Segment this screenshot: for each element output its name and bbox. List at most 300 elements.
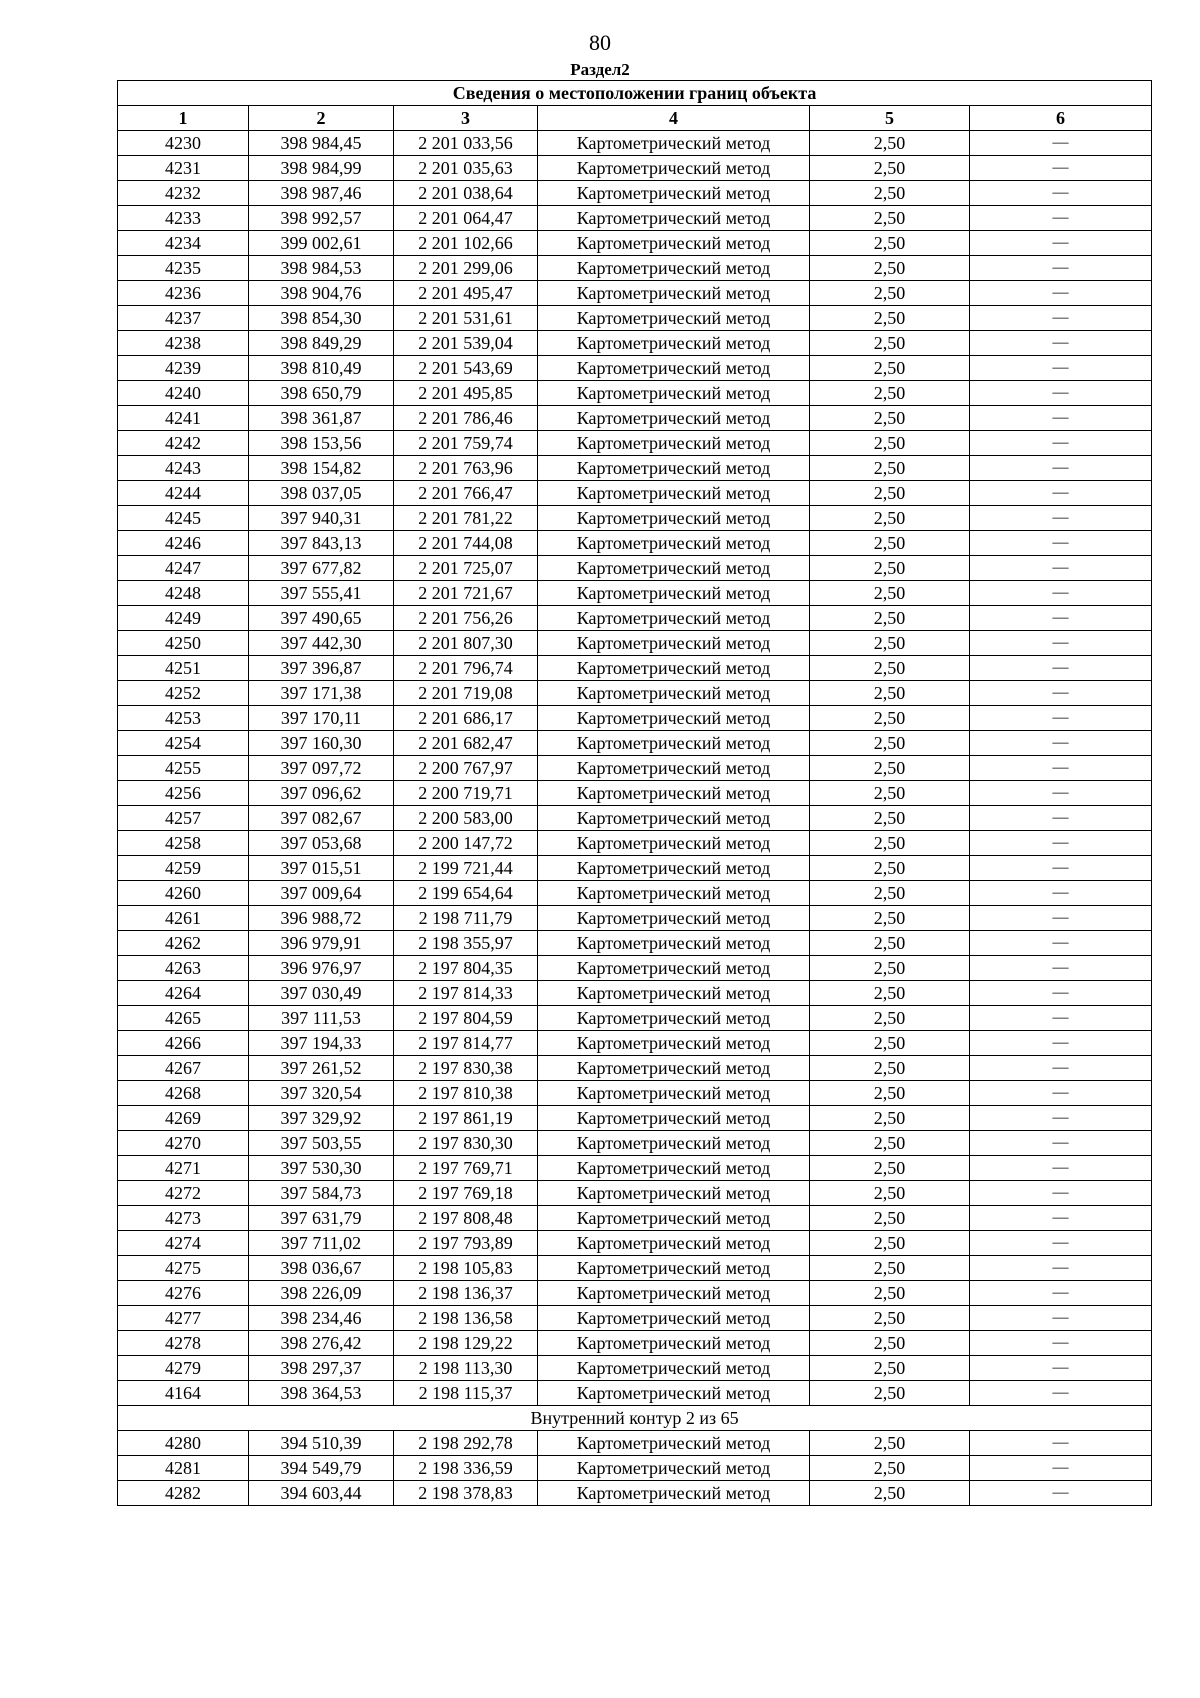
table-row	[118, 1256, 1152, 1281]
accuracy-cell: 2,50	[810, 156, 970, 181]
table-row	[118, 1231, 1152, 1256]
accuracy-cell: 2,50	[810, 281, 970, 306]
table-body	[118, 131, 1152, 1506]
note-cell: —	[970, 1331, 1152, 1356]
method-cell: Картометрический метод	[538, 1131, 810, 1156]
table-caption: Сведения о местоположении границ объекта	[118, 81, 1152, 106]
x-coordinate-cell: 397 555,41	[249, 581, 394, 606]
note-cell: —	[970, 631, 1152, 656]
x-coordinate-cell: 398 226,09	[249, 1281, 394, 1306]
y-coordinate-cell: 2 201 299,06	[394, 256, 538, 281]
point-number-cell: 4264	[118, 981, 249, 1006]
note-cell: —	[970, 1006, 1152, 1031]
point-number-cell: 4246	[118, 531, 249, 556]
y-coordinate-cell: 2 201 725,07	[394, 556, 538, 581]
table-row	[118, 381, 1152, 406]
y-coordinate-cell: 2 201 786,46	[394, 406, 538, 431]
note-cell: —	[970, 1181, 1152, 1206]
table-row	[118, 356, 1152, 381]
point-number-cell: 4281	[118, 1456, 249, 1481]
note-cell: —	[970, 1081, 1152, 1106]
point-number-cell: 4280	[118, 1431, 249, 1456]
point-number-cell: 4238	[118, 331, 249, 356]
note-cell: —	[970, 1056, 1152, 1081]
accuracy-cell: 2,50	[810, 1006, 970, 1031]
y-coordinate-cell: 2 197 793,89	[394, 1231, 538, 1256]
x-coordinate-cell: 394 549,79	[249, 1456, 394, 1481]
y-coordinate-cell: 2 198 355,97	[394, 931, 538, 956]
x-coordinate-cell: 397 396,87	[249, 656, 394, 681]
note-cell: —	[970, 731, 1152, 756]
method-cell: Картометрический метод	[538, 1456, 810, 1481]
table-row	[118, 256, 1152, 281]
y-coordinate-cell: 2 197 769,18	[394, 1181, 538, 1206]
y-coordinate-cell: 2 197 830,30	[394, 1131, 538, 1156]
accuracy-cell: 2,50	[810, 306, 970, 331]
method-cell: Картометрический метод	[538, 356, 810, 381]
point-number-cell: 4262	[118, 931, 249, 956]
accuracy-cell: 2,50	[810, 231, 970, 256]
x-coordinate-cell: 397 711,02	[249, 1231, 394, 1256]
y-coordinate-cell: 2 198 115,37	[394, 1381, 538, 1406]
x-coordinate-cell: 397 261,52	[249, 1056, 394, 1081]
method-cell: Картометрический метод	[538, 756, 810, 781]
accuracy-cell: 2,50	[810, 356, 970, 381]
x-coordinate-cell: 398 810,49	[249, 356, 394, 381]
point-number-cell: 4265	[118, 1006, 249, 1031]
table-row	[118, 1356, 1152, 1381]
y-coordinate-cell: 2 201 539,04	[394, 331, 538, 356]
y-coordinate-cell: 2 197 804,35	[394, 956, 538, 981]
note-cell: —	[970, 1456, 1152, 1481]
method-cell: Картометрический метод	[538, 1481, 810, 1506]
x-coordinate-cell: 397 940,31	[249, 506, 394, 531]
x-coordinate-cell: 397 442,30	[249, 631, 394, 656]
method-cell: Картометрический метод	[538, 181, 810, 206]
note-cell: —	[970, 156, 1152, 181]
x-coordinate-cell: 399 002,61	[249, 231, 394, 256]
point-number-cell: 4273	[118, 1206, 249, 1231]
y-coordinate-cell: 2 201 682,47	[394, 731, 538, 756]
accuracy-cell: 2,50	[810, 831, 970, 856]
method-cell: Картометрический метод	[538, 481, 810, 506]
point-number-cell: 4271	[118, 1156, 249, 1181]
point-number-cell: 4266	[118, 1031, 249, 1056]
y-coordinate-cell: 2 200 767,97	[394, 756, 538, 781]
y-coordinate-cell: 2 201 719,08	[394, 681, 538, 706]
table-row	[118, 706, 1152, 731]
x-coordinate-cell: 398 992,57	[249, 206, 394, 231]
table-row	[118, 1331, 1152, 1356]
note-cell: —	[970, 456, 1152, 481]
accuracy-cell: 2,50	[810, 781, 970, 806]
accuracy-cell: 2,50	[810, 181, 970, 206]
x-coordinate-cell: 397 160,30	[249, 731, 394, 756]
note-cell: —	[970, 331, 1152, 356]
method-cell: Картометрический метод	[538, 606, 810, 631]
note-cell: —	[970, 881, 1152, 906]
accuracy-cell: 2,50	[810, 681, 970, 706]
y-coordinate-cell: 2 199 654,64	[394, 881, 538, 906]
accuracy-cell: 2,50	[810, 706, 970, 731]
accuracy-cell: 2,50	[810, 1206, 970, 1231]
table-row	[118, 1381, 1152, 1406]
method-cell: Картометрический метод	[538, 931, 810, 956]
x-coordinate-cell: 398 984,99	[249, 156, 394, 181]
point-number-cell: 4249	[118, 606, 249, 631]
method-cell: Картометрический метод	[538, 881, 810, 906]
accuracy-cell: 2,50	[810, 1356, 970, 1381]
accuracy-cell: 2,50	[810, 806, 970, 831]
point-number-cell: 4164	[118, 1381, 249, 1406]
table-head	[118, 81, 1152, 131]
point-number-cell: 4236	[118, 281, 249, 306]
y-coordinate-cell: 2 201 035,63	[394, 156, 538, 181]
x-coordinate-cell: 397 097,72	[249, 756, 394, 781]
table-row	[118, 431, 1152, 456]
accuracy-cell: 2,50	[810, 206, 970, 231]
method-cell: Картометрический метод	[538, 681, 810, 706]
accuracy-cell: 2,50	[810, 1081, 970, 1106]
x-coordinate-cell: 398 276,42	[249, 1331, 394, 1356]
accuracy-cell: 2,50	[810, 1431, 970, 1456]
table-row	[118, 1031, 1152, 1056]
note-cell: —	[970, 931, 1152, 956]
x-coordinate-cell: 398 037,05	[249, 481, 394, 506]
point-number-cell: 4282	[118, 1481, 249, 1506]
point-number-cell: 4258	[118, 831, 249, 856]
method-cell: Картометрический метод	[538, 381, 810, 406]
note-cell: —	[970, 831, 1152, 856]
y-coordinate-cell: 2 201 033,56	[394, 131, 538, 156]
point-number-cell: 4263	[118, 956, 249, 981]
method-cell: Картометрический метод	[538, 1356, 810, 1381]
y-coordinate-cell: 2 201 686,17	[394, 706, 538, 731]
note-cell: —	[970, 981, 1152, 1006]
point-number-cell: 4279	[118, 1356, 249, 1381]
point-number-cell: 4270	[118, 1131, 249, 1156]
point-number-cell: 4253	[118, 706, 249, 731]
table-row	[118, 1106, 1152, 1131]
method-cell: Картометрический метод	[538, 1231, 810, 1256]
point-number-cell: 4232	[118, 181, 249, 206]
y-coordinate-cell: 2 197 861,19	[394, 1106, 538, 1131]
point-number-cell: 4243	[118, 456, 249, 481]
note-cell: —	[970, 706, 1152, 731]
method-cell: Картометрический метод	[538, 1256, 810, 1281]
point-number-cell: 4245	[118, 506, 249, 531]
point-number-cell: 4248	[118, 581, 249, 606]
y-coordinate-cell: 2 200 147,72	[394, 831, 538, 856]
point-number-cell: 4241	[118, 406, 249, 431]
accuracy-cell: 2,50	[810, 556, 970, 581]
x-coordinate-cell: 397 530,30	[249, 1156, 394, 1181]
point-number-cell: 4260	[118, 881, 249, 906]
note-cell: —	[970, 506, 1152, 531]
point-number-cell: 4231	[118, 156, 249, 181]
y-coordinate-cell: 2 197 810,38	[394, 1081, 538, 1106]
y-coordinate-cell: 2 197 769,71	[394, 1156, 538, 1181]
note-cell: —	[970, 431, 1152, 456]
point-number-cell: 4272	[118, 1181, 249, 1206]
table-row	[118, 481, 1152, 506]
y-coordinate-cell: 2 201 495,47	[394, 281, 538, 306]
method-cell: Картометрический метод	[538, 156, 810, 181]
x-coordinate-cell: 398 361,87	[249, 406, 394, 431]
x-coordinate-cell: 398 234,46	[249, 1306, 394, 1331]
note-cell: —	[970, 1431, 1152, 1456]
x-coordinate-cell: 398 297,37	[249, 1356, 394, 1381]
table-row	[118, 306, 1152, 331]
point-number-cell: 4257	[118, 806, 249, 831]
x-coordinate-cell: 397 111,53	[249, 1006, 394, 1031]
x-coordinate-cell: 398 650,79	[249, 381, 394, 406]
x-coordinate-cell: 397 082,67	[249, 806, 394, 831]
method-cell: Картометрический метод	[538, 231, 810, 256]
accuracy-cell: 2,50	[810, 1181, 970, 1206]
column-header: 1	[118, 106, 249, 131]
y-coordinate-cell: 2 198 711,79	[394, 906, 538, 931]
table-row	[118, 1156, 1152, 1181]
accuracy-cell: 2,50	[810, 606, 970, 631]
note-cell: —	[970, 231, 1152, 256]
table-row	[118, 681, 1152, 706]
point-number-cell: 4276	[118, 1281, 249, 1306]
accuracy-cell: 2,50	[810, 256, 970, 281]
accuracy-cell: 2,50	[810, 756, 970, 781]
table-row	[118, 456, 1152, 481]
x-coordinate-cell: 397 053,68	[249, 831, 394, 856]
point-number-cell: 4242	[118, 431, 249, 456]
note-cell: —	[970, 656, 1152, 681]
point-number-cell: 4267	[118, 1056, 249, 1081]
column-header-row	[118, 106, 1152, 131]
x-coordinate-cell: 397 171,38	[249, 681, 394, 706]
method-cell: Картометрический метод	[538, 1031, 810, 1056]
method-cell: Картометрический метод	[538, 1156, 810, 1181]
note-cell: —	[970, 1481, 1152, 1506]
y-coordinate-cell: 2 198 378,83	[394, 1481, 538, 1506]
accuracy-cell: 2,50	[810, 1156, 970, 1181]
x-coordinate-cell: 397 030,49	[249, 981, 394, 1006]
method-cell: Картометрический метод	[538, 506, 810, 531]
column-header: 3	[394, 106, 538, 131]
x-coordinate-cell: 396 988,72	[249, 906, 394, 931]
note-cell: —	[970, 481, 1152, 506]
point-number-cell: 4261	[118, 906, 249, 931]
note-cell: —	[970, 1306, 1152, 1331]
x-coordinate-cell: 398 904,76	[249, 281, 394, 306]
method-cell: Картометрический метод	[538, 1181, 810, 1206]
accuracy-cell: 2,50	[810, 656, 970, 681]
x-coordinate-cell: 397 194,33	[249, 1031, 394, 1056]
table-row	[118, 1081, 1152, 1106]
table-row	[118, 731, 1152, 756]
method-cell: Картометрический метод	[538, 906, 810, 931]
x-coordinate-cell: 396 979,91	[249, 931, 394, 956]
point-number-cell: 4234	[118, 231, 249, 256]
method-cell: Картометрический метод	[538, 281, 810, 306]
table-row	[118, 281, 1152, 306]
table-row	[118, 881, 1152, 906]
y-coordinate-cell: 2 201 781,22	[394, 506, 538, 531]
method-cell: Картометрический метод	[538, 1206, 810, 1231]
table-row	[118, 581, 1152, 606]
x-coordinate-cell: 397 329,92	[249, 1106, 394, 1131]
method-cell: Картометрический метод	[538, 856, 810, 881]
point-number-cell: 4230	[118, 131, 249, 156]
table-row	[118, 781, 1152, 806]
note-cell: —	[970, 531, 1152, 556]
accuracy-cell: 2,50	[810, 731, 970, 756]
x-coordinate-cell: 398 987,46	[249, 181, 394, 206]
table-row	[118, 231, 1152, 256]
x-coordinate-cell: 398 036,67	[249, 1256, 394, 1281]
table-row	[118, 806, 1152, 831]
x-coordinate-cell: 394 603,44	[249, 1481, 394, 1506]
table-row	[118, 656, 1152, 681]
y-coordinate-cell: 2 201 756,26	[394, 606, 538, 631]
x-coordinate-cell: 397 843,13	[249, 531, 394, 556]
table-row	[118, 1431, 1152, 1456]
note-cell: —	[970, 1381, 1152, 1406]
table-row	[118, 1281, 1152, 1306]
method-cell: Картометрический метод	[538, 456, 810, 481]
y-coordinate-cell: 2 201 763,96	[394, 456, 538, 481]
accuracy-cell: 2,50	[810, 631, 970, 656]
table-row	[118, 931, 1152, 956]
method-cell: Картометрический метод	[538, 531, 810, 556]
table-row	[118, 506, 1152, 531]
note-cell: —	[970, 856, 1152, 881]
table-row	[118, 556, 1152, 581]
note-cell: —	[970, 1106, 1152, 1131]
note-cell: —	[970, 956, 1152, 981]
y-coordinate-cell: 2 200 583,00	[394, 806, 538, 831]
method-cell: Картометрический метод	[538, 1331, 810, 1356]
note-cell: —	[970, 756, 1152, 781]
note-cell: —	[970, 256, 1152, 281]
table-row	[118, 156, 1152, 181]
y-coordinate-cell: 2 197 808,48	[394, 1206, 538, 1231]
accuracy-cell: 2,50	[810, 981, 970, 1006]
y-coordinate-cell: 2 198 136,58	[394, 1306, 538, 1331]
subheader-row	[118, 1406, 1152, 1431]
accuracy-cell: 2,50	[810, 131, 970, 156]
x-coordinate-cell: 397 490,65	[249, 606, 394, 631]
point-number-cell: 4278	[118, 1331, 249, 1356]
x-coordinate-cell: 398 984,45	[249, 131, 394, 156]
point-number-cell: 4274	[118, 1231, 249, 1256]
x-coordinate-cell: 398 154,82	[249, 456, 394, 481]
point-number-cell: 4244	[118, 481, 249, 506]
accuracy-cell: 2,50	[810, 431, 970, 456]
note-cell: —	[970, 1256, 1152, 1281]
note-cell: —	[970, 1231, 1152, 1256]
method-cell: Картометрический метод	[538, 981, 810, 1006]
method-cell: Картометрический метод	[538, 406, 810, 431]
y-coordinate-cell: 2 199 721,44	[394, 856, 538, 881]
method-cell: Картометрический метод	[538, 1381, 810, 1406]
table-row	[118, 181, 1152, 206]
coordinates-table	[117, 80, 1152, 1506]
table-row	[118, 1206, 1152, 1231]
y-coordinate-cell: 2 201 102,66	[394, 231, 538, 256]
point-number-cell: 4259	[118, 856, 249, 881]
method-cell: Картометрический метод	[538, 731, 810, 756]
accuracy-cell: 2,50	[810, 1056, 970, 1081]
note-cell: —	[970, 581, 1152, 606]
point-number-cell: 4250	[118, 631, 249, 656]
table-row	[118, 756, 1152, 781]
accuracy-cell: 2,50	[810, 1306, 970, 1331]
table-row	[118, 606, 1152, 631]
column-header: 4	[538, 106, 810, 131]
note-cell: —	[970, 306, 1152, 331]
x-coordinate-cell: 394 510,39	[249, 1431, 394, 1456]
accuracy-cell: 2,50	[810, 856, 970, 881]
note-cell: —	[970, 206, 1152, 231]
x-coordinate-cell: 397 584,73	[249, 1181, 394, 1206]
note-cell: —	[970, 406, 1152, 431]
x-coordinate-cell: 397 170,11	[249, 706, 394, 731]
accuracy-cell: 2,50	[810, 1381, 970, 1406]
point-number-cell: 4269	[118, 1106, 249, 1131]
y-coordinate-cell: 2 201 721,67	[394, 581, 538, 606]
note-cell: —	[970, 781, 1152, 806]
note-cell: —	[970, 131, 1152, 156]
x-coordinate-cell: 397 015,51	[249, 856, 394, 881]
y-coordinate-cell: 2 197 830,38	[394, 1056, 538, 1081]
accuracy-cell: 2,50	[810, 481, 970, 506]
method-cell: Картометрический метод	[538, 131, 810, 156]
method-cell: Картометрический метод	[538, 781, 810, 806]
accuracy-cell: 2,50	[810, 1331, 970, 1356]
x-coordinate-cell: 398 153,56	[249, 431, 394, 456]
accuracy-cell: 2,50	[810, 906, 970, 931]
method-cell: Картометрический метод	[538, 331, 810, 356]
note-cell: —	[970, 1356, 1152, 1381]
y-coordinate-cell: 2 197 814,33	[394, 981, 538, 1006]
y-coordinate-cell: 2 197 804,59	[394, 1006, 538, 1031]
contour-subheader: Внутренний контур 2 из 65	[118, 1406, 1152, 1431]
point-number-cell: 4255	[118, 756, 249, 781]
page-number: 80	[589, 30, 611, 55]
table-row	[118, 956, 1152, 981]
note-cell: —	[970, 806, 1152, 831]
table-row	[118, 206, 1152, 231]
method-cell: Картометрический метод	[538, 431, 810, 456]
note-cell: —	[970, 1131, 1152, 1156]
section-title: Раздел2	[570, 60, 630, 79]
accuracy-cell: 2,50	[810, 381, 970, 406]
x-coordinate-cell: 397 503,55	[249, 1131, 394, 1156]
note-cell: —	[970, 281, 1152, 306]
note-cell: —	[970, 1206, 1152, 1231]
y-coordinate-cell: 2 201 543,69	[394, 356, 538, 381]
table-row	[118, 1306, 1152, 1331]
y-coordinate-cell: 2 198 113,30	[394, 1356, 538, 1381]
table-row	[118, 1056, 1152, 1081]
column-header: 5	[810, 106, 970, 131]
accuracy-cell: 2,50	[810, 1481, 970, 1506]
note-cell: —	[970, 356, 1152, 381]
point-number-cell: 4252	[118, 681, 249, 706]
accuracy-cell: 2,50	[810, 506, 970, 531]
accuracy-cell: 2,50	[810, 956, 970, 981]
method-cell: Картометрический метод	[538, 306, 810, 331]
note-cell: —	[970, 1031, 1152, 1056]
